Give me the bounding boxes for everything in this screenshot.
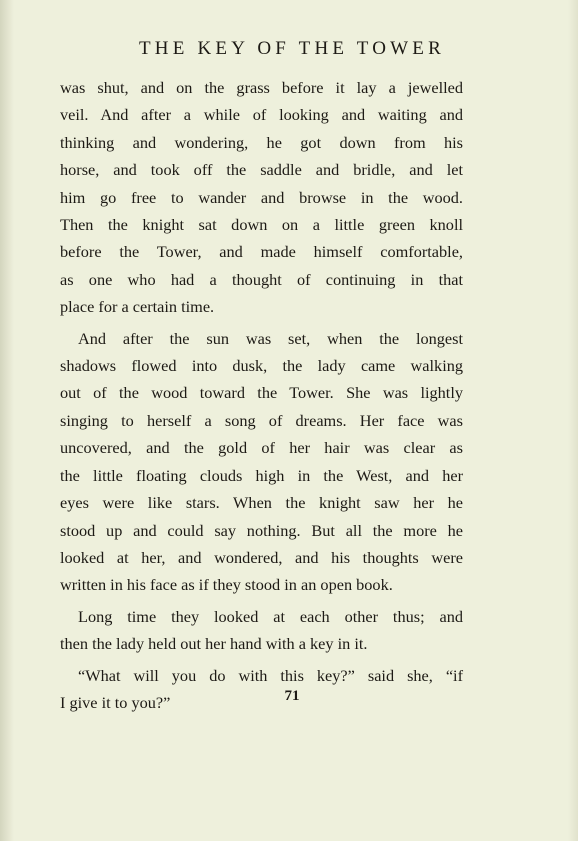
text-line: And after the sun was set, when the longest [78, 328, 463, 348]
text-line: was shut, and on the grass before it lay a jewelled [60, 78, 463, 97]
running-head: THE KEY OF THE TOWER [138, 38, 445, 59]
text-line: looked at her, and wondered, and his thoughts were [60, 547, 463, 567]
text-line: the little floating clouds high in the West, and her [60, 465, 463, 485]
text-line: stood up and could say nothing. But all the more he [60, 520, 463, 540]
text-line: I give it to you?” [60, 692, 171, 712]
text-line: shadows flowed into dusk, the lady came walking [60, 356, 463, 376]
text-line: horse, and took off the saddle and bridle, and let [60, 160, 463, 180]
text-line: eyes were like stars. When the knight saw her he [60, 493, 463, 513]
text-line: as one who had a thought of continuing in that [60, 269, 463, 289]
paragraph [60, 603, 463, 658]
text-line: thinking and wondering, he got down from his [60, 132, 463, 152]
paragraph [60, 74, 463, 321]
text-line: before the Tower, and made himself comfortable, [60, 242, 463, 262]
text-line: him go free to wander and browse in the wood. [60, 187, 463, 207]
text-line: “What will you do with this key?” said she, “if [78, 665, 463, 685]
text-line: singing to herself a song of dreams. Her face was [60, 410, 463, 430]
text-line: Long time they looked at each other thus; and [78, 606, 463, 626]
paragraph [60, 325, 463, 599]
text-line: out of the wood toward the Tower. She was lightly [60, 383, 463, 403]
body-text [60, 74, 463, 716]
page-number: 71 [284, 688, 300, 704]
text-line: written in his face as if they stood in an open book. [60, 575, 393, 595]
text-line: place for a certain time. [60, 297, 215, 317]
text-line: veil. And after a while of looking and waiting and [60, 105, 463, 125]
text-line: Then the knight sat down on a little green knoll [60, 215, 463, 235]
text-line: uncovered, and the gold of her hair was clear as [60, 438, 463, 458]
text-line: then the lady held out her hand with a key in it. [60, 634, 368, 654]
